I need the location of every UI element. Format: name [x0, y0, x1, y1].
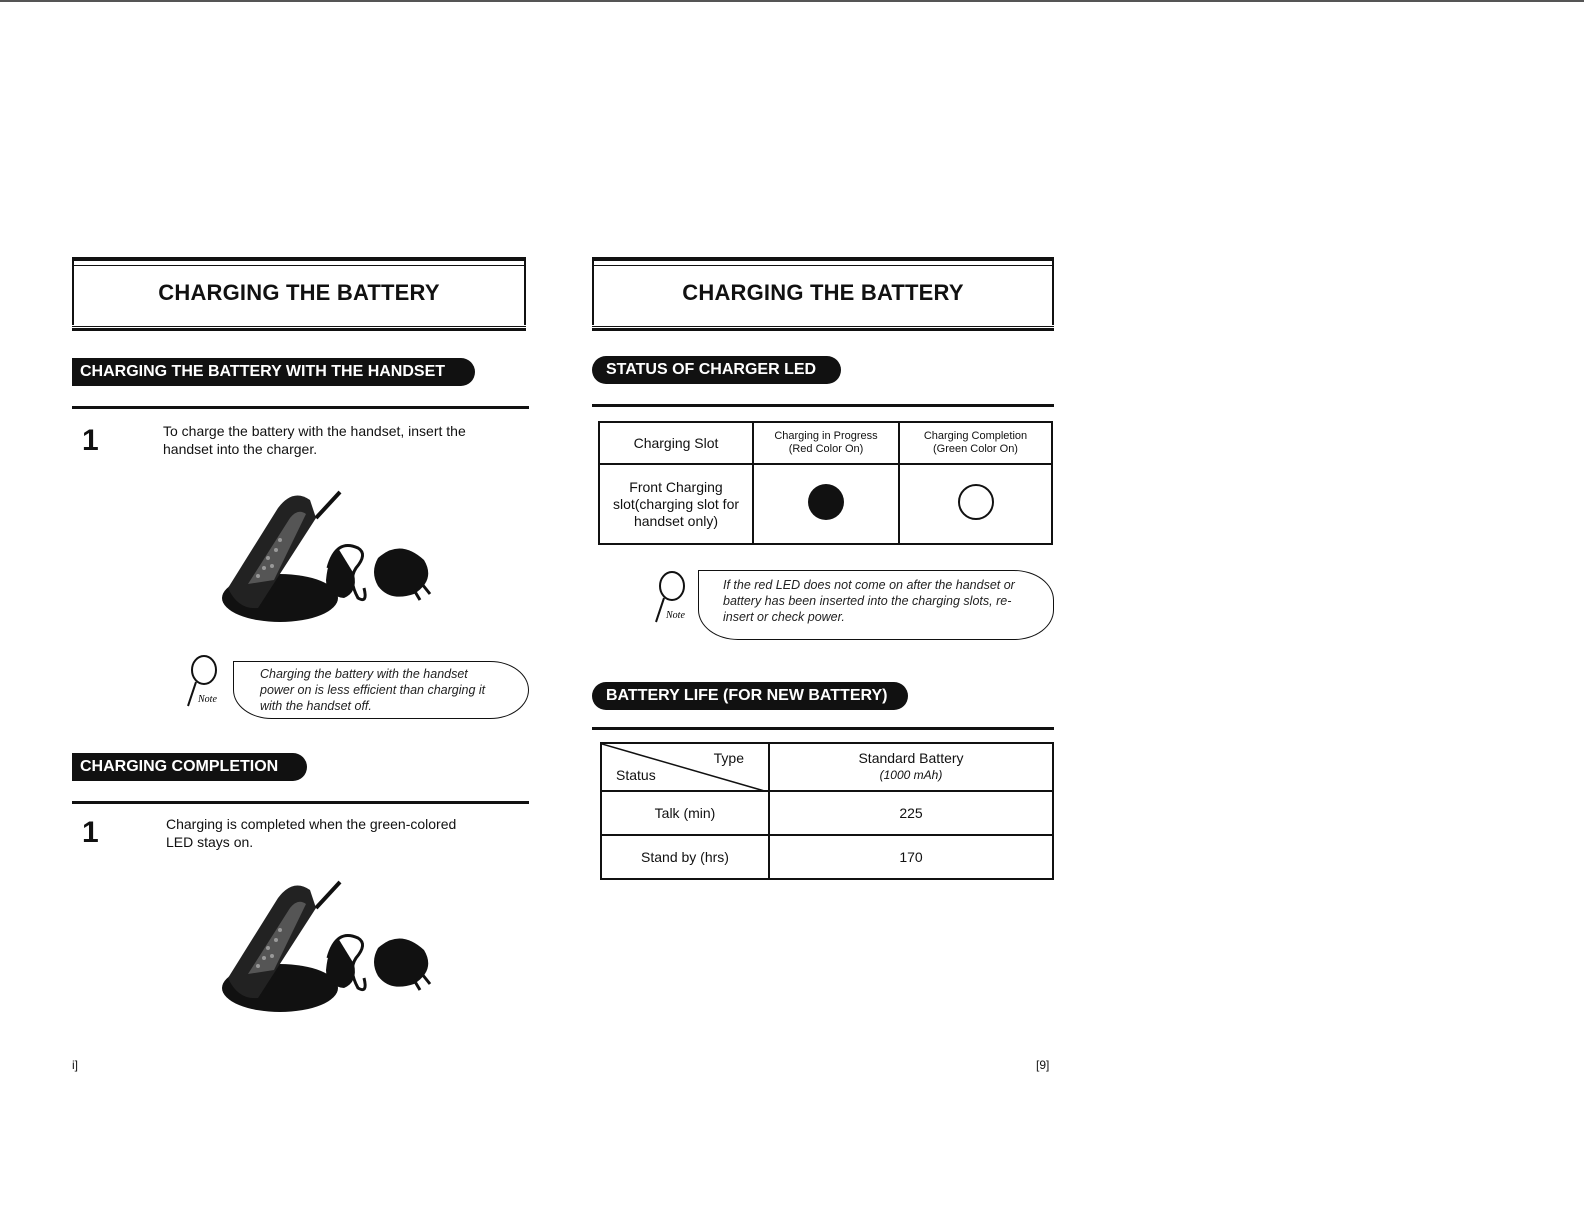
note-icon-label: Note — [666, 610, 685, 621]
header-charging-in-progress — [753, 422, 899, 464]
completion-indicator-cell — [899, 464, 1052, 544]
corner-header-cell — [601, 743, 769, 791]
row-label-talk: Talk (min) — [601, 791, 769, 835]
row-front-charging-slot: Front Charging slot(charging slot for handset only) — [599, 464, 753, 544]
header-charging-slot: Charging Slot — [599, 422, 753, 464]
note-bubble — [233, 661, 529, 719]
header-completion-label: Charging Completion — [923, 430, 1028, 442]
handset-charger-illustration — [218, 878, 448, 1018]
row-label-standby: Stand by (hrs) — [601, 835, 769, 879]
header-progress-label: Charging in Progress — [774, 430, 878, 442]
section-rule — [592, 727, 1054, 730]
charger-led-table — [598, 421, 1053, 545]
progress-indicator-cell — [753, 464, 899, 544]
led-filled-circle-icon — [806, 482, 846, 522]
handset-charger-illustration — [218, 488, 448, 628]
note-text: If the red LED does not come on after the handset or battery has been inserted into the charging slots, re-insert or check power. — [723, 578, 1015, 624]
left-title-text: CHARGING THE BATTERY — [158, 280, 440, 305]
battery-life-table — [600, 742, 1054, 880]
standard-battery-capacity: (1000 mAh) — [879, 768, 943, 782]
right-title-text: CHARGING THE BATTERY — [682, 280, 964, 305]
section-heading-charging-completion: CHARGING COMPLETION — [72, 753, 307, 781]
header-completion-sub: (Green Color On) — [933, 443, 1018, 455]
note-bubble — [698, 570, 1054, 640]
step-text: To charge the battery with the handset, insert the handset into the charger. — [163, 423, 466, 457]
table-row — [601, 835, 1053, 879]
led-empty-circle-icon — [956, 482, 996, 522]
header-charging-completion — [899, 422, 1052, 464]
corner-type-label: Type — [713, 750, 744, 766]
section-heading-charging-with-handset: CHARGING THE BATTERY WITH THE HANDSET — [72, 358, 475, 386]
step-number: 1 — [82, 816, 99, 849]
right-page-number: [9] — [1036, 1058, 1050, 1072]
right-page-title — [592, 257, 1054, 325]
top-border — [0, 0, 1584, 2]
note-icon-label: Note — [198, 694, 217, 705]
section-heading-battery-life: BATTERY LIFE (FOR NEW BATTERY) — [592, 682, 908, 710]
table-row — [601, 791, 1053, 835]
corner-status-label: Status — [616, 767, 656, 783]
table-header-row — [599, 422, 1052, 464]
left-page-title — [72, 257, 526, 325]
header-progress-sub: (Red Color On) — [788, 443, 864, 455]
note-icon — [652, 570, 692, 626]
table-row — [599, 464, 1052, 544]
table-header-row — [601, 743, 1053, 791]
row-value-talk: 225 — [769, 791, 1053, 835]
note-text: Charging the battery with the handset power on is less efficient than charging it with the handset off. — [260, 667, 486, 713]
step-number: 1 — [82, 424, 99, 457]
header-standard-battery — [769, 743, 1053, 791]
step-text: Charging is completed when the green-colored LED stays on. — [166, 816, 457, 850]
section-rule — [592, 404, 1054, 407]
left-page-number: i] — [72, 1058, 78, 1072]
note-icon — [184, 654, 224, 710]
section-heading-status-of-charger-led: STATUS OF CHARGER LED — [592, 356, 841, 384]
standard-battery-label: Standard Battery — [858, 750, 964, 766]
section-rule — [72, 801, 529, 804]
row-value-standby: 170 — [769, 835, 1053, 879]
section-rule — [72, 406, 529, 409]
